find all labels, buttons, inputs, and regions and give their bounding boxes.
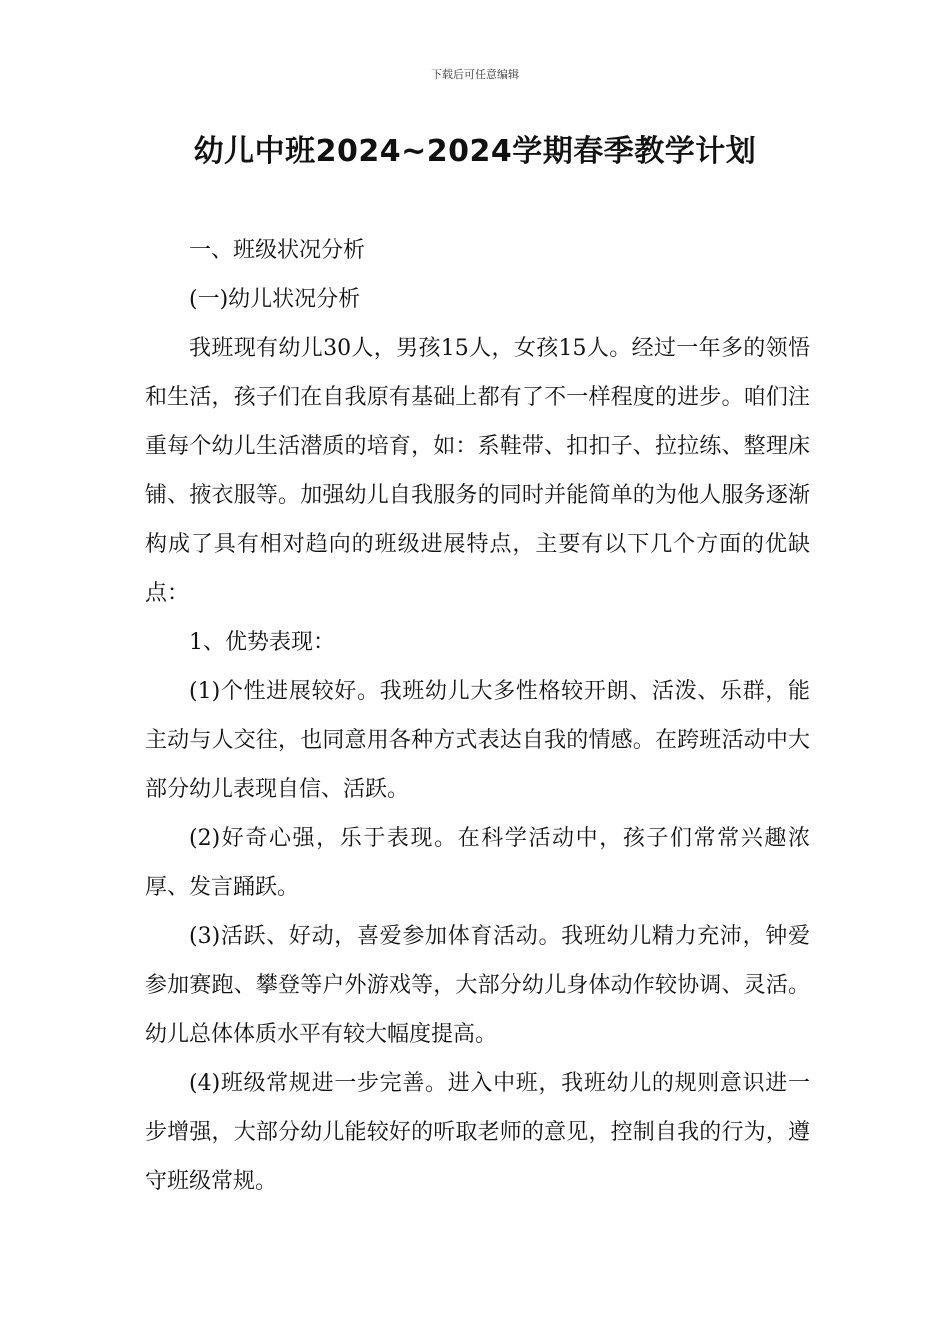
- paragraph: (4)班级常规进一步完善。进入中班，我班幼儿的规则意识进一步增强，大部分幼儿能较好的听取老师的意见，控制自我的行为，遵守班级常规。: [145, 1071, 810, 1194]
- section-heading: 一、班级状况分析: [189, 238, 366, 263]
- paragraph: (1)个性进展较好。我班幼儿大多性格较开朗、活泼、乐群，能主动与人交往，也同意用各种方式表达自我的情感。在跨班活动中大部分幼儿表现自信、活跃。: [145, 679, 810, 802]
- document-title: 幼儿中班2024~2024学期春季教学计划: [193, 134, 757, 169]
- header-note: 下载后可任意编辑: [431, 68, 519, 81]
- document-body: [145, 226, 810, 1206]
- subsection-heading: (一)幼儿状况分析: [189, 287, 361, 312]
- paragraph: 我班现有幼儿30人，男孩15人，女孩15人。经过一年多的领悟和生活，孩子们在自我原有基础上都有了不一样程度的进步。咱们注重每个幼儿生活潜质的培育，如：系鞋带、扣扣子、拉拉练、整理床铺、掖衣服等。加强幼儿自我服务的同时并能简单的为他人服务逐渐构成了具有相对趋向的班级进展特点，主要有以下几个方面的优缺点：: [145, 336, 810, 606]
- paragraph: (3)活跃、好动，喜爱参加体育活动。我班幼儿精力充沛，钟爱参加赛跑、攀登等户外游戏等，大部分幼儿身体动作较协调、灵活。幼儿总体体质水平有较大幅度提高。: [145, 924, 810, 1047]
- paragraph: (2)好奇心强，乐于表现。在科学活动中，孩子们常常兴趣浓厚、发言踊跃。: [145, 826, 810, 900]
- list-heading: 1、优势表现：: [189, 630, 335, 655]
